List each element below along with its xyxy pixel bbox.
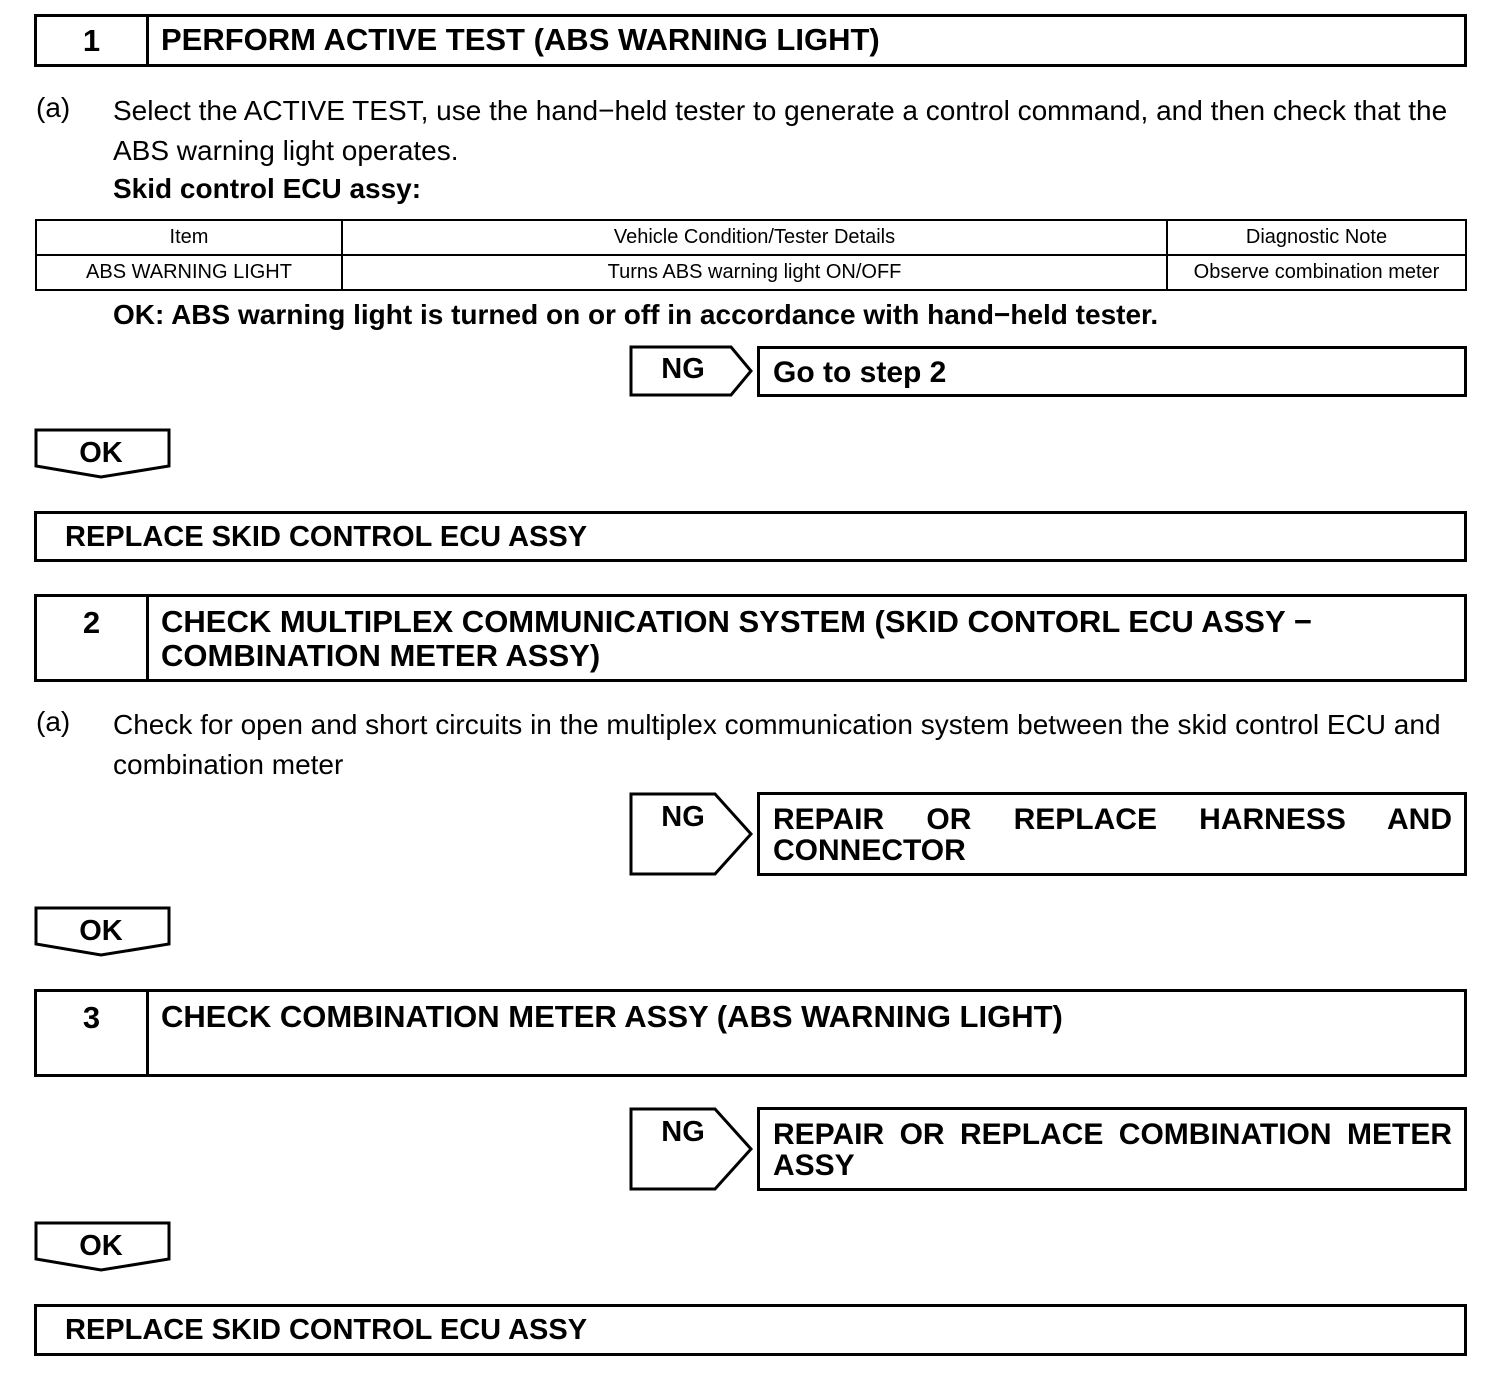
table-header-cell: Item bbox=[36, 220, 342, 255]
step-3-ng-branch bbox=[629, 1107, 754, 1191]
step-1-number: 1 bbox=[37, 17, 149, 64]
step-1-ng-label: NG bbox=[661, 353, 705, 385]
step-2-ng-result: REPAIR OR REPLACE HARNESS AND CONNECTOR bbox=[757, 792, 1467, 876]
step-2-title bbox=[149, 597, 1464, 679]
table-header-row bbox=[36, 220, 1466, 255]
table-row bbox=[36, 255, 1466, 290]
step-3-header bbox=[34, 989, 1467, 1077]
step-3-ng-label: NG bbox=[661, 1116, 705, 1148]
step-3-number: 3 bbox=[37, 992, 149, 1074]
step-1-header bbox=[34, 14, 1467, 67]
step-1-ok-branch bbox=[34, 428, 172, 480]
table-cell: Observe combination meter bbox=[1167, 255, 1466, 290]
step-3-ng-result: REPAIR OR REPLACE COMBINATION METER ASSY bbox=[757, 1107, 1467, 1191]
step-2-para-text: Check for open and short circuits in the multiplex communication system between the skid control ECU and combination meter bbox=[113, 709, 1441, 780]
step-3-ok-branch bbox=[34, 1221, 172, 1273]
step-2-title-line: COMBINATION METER ASSY) bbox=[161, 638, 601, 673]
step-1-ng-branch bbox=[629, 345, 754, 397]
table-header-cell: Diagnostic Note bbox=[1167, 220, 1466, 255]
step-2-ng-branch bbox=[629, 792, 754, 876]
table-header-cell: Vehicle Condition/Tester Details bbox=[342, 220, 1167, 255]
step-2-header bbox=[34, 594, 1467, 682]
step-1-ok-criteria: OK: ABS warning light is turned on or off in accordance with hand−held tester. bbox=[113, 299, 1159, 330]
step-1-ok-label: OK bbox=[79, 437, 123, 469]
table-cell: ABS WARNING LIGHT bbox=[36, 255, 342, 290]
step-1-para-text: Select the ACTIVE TEST, use the hand−held tester to generate a control command, and then check that the ABS warning light operates. bbox=[113, 95, 1448, 166]
step-3-ok-label: OK bbox=[79, 1230, 123, 1262]
step-2-ok-label: OK bbox=[79, 915, 123, 947]
active-test-table bbox=[35, 219, 1467, 291]
step-3-title: CHECK COMBINATION METER ASSY (ABS WARNING LIGHT) bbox=[161, 999, 1063, 1034]
step-2-number: 2 bbox=[37, 597, 149, 679]
step-2-para-label: (a) bbox=[36, 706, 71, 737]
step-2-ng-label: NG bbox=[661, 801, 705, 833]
step-1-action: REPLACE SKID CONTROL ECU ASSY bbox=[34, 511, 1467, 562]
step-1-ng-result: Go to step 2 bbox=[757, 346, 1467, 397]
step-2-ok-branch bbox=[34, 906, 172, 958]
step-3-action: REPLACE SKID CONTROL ECU ASSY bbox=[34, 1304, 1467, 1356]
step-1-subheading: Skid control ECU assy: bbox=[113, 173, 422, 204]
step-2-title-line: CHECK MULTIPLEX COMMUNICATION SYSTEM (SKID CONTORL ECU ASSY − bbox=[161, 604, 1312, 639]
step-1-para-label: (a) bbox=[36, 92, 71, 123]
table-cell: Turns ABS warning light ON/OFF bbox=[342, 255, 1167, 290]
step-1-title: PERFORM ACTIVE TEST (ABS WARNING LIGHT) bbox=[161, 22, 880, 57]
